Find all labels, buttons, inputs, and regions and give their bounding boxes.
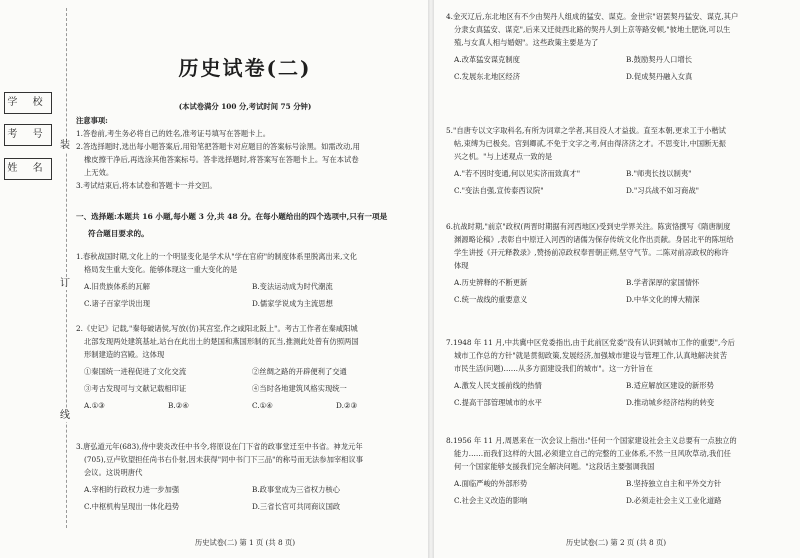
option-d[interactable]: D.儒家学说成为主流思想 — [252, 299, 333, 308]
option-c[interactable]: C.①④ — [252, 401, 273, 410]
question-text: 北部发现两处建筑基址,站台在此出土的楚国和燕国形制的瓦当,推测此处曾有仿照两国 — [84, 337, 359, 346]
option-c[interactable]: C.统一战线的重要意义 — [454, 295, 528, 304]
question-2 — [76, 322, 414, 412]
exam-info: (本试卷满分 100 分,考试时间 75 分钟) — [178, 102, 312, 111]
question-text: 市民生活(问题)……从多方面建设我们的城市"。这一方针旨在 — [454, 364, 653, 373]
option-d[interactable]: D.促成契丹融入女真 — [626, 72, 693, 81]
option-a[interactable]: A."若不因时变通,何以见实济而致真才" — [454, 169, 581, 178]
option-a[interactable]: A.历史辨释的不断更新 — [454, 278, 528, 287]
option-b[interactable]: B.鼓励契丹人口增长 — [626, 55, 693, 64]
note-line: 3.考试结束后,将本试卷和答题卡一并交回。 — [76, 181, 217, 190]
section-heading-line: 一、选择题:本题共 16 小题,每小题 3 分,共 48 分。在每小题给出的四个选项中,只有一项是 — [76, 212, 388, 221]
question-text: 8.1956 年 11 月,周恩来在一次会议上指出:"任何一个国家建设社会主义总要有一点独立的 — [446, 436, 737, 445]
page-footer: 历史试卷(二) 第 1 页 (共 8 页) — [194, 538, 296, 547]
option-c[interactable]: C.发展东北地区经济 — [454, 72, 521, 81]
name-field-label: 姓 名 — [4, 158, 52, 180]
page-1 — [76, 0, 414, 558]
option-c[interactable]: C."变法自强,宣传泰西议院" — [454, 186, 544, 195]
option-a[interactable]: A.旧贵族体系的瓦解 — [84, 282, 150, 291]
option-a[interactable]: A.改革猛安谋克制度 — [454, 55, 520, 64]
note-line: 2.答选择题时,选出每小题答案后,用铅笔把答题卡对应题目的答案标号涂黑。如需改动,用 — [76, 142, 360, 151]
page-fold — [428, 0, 434, 558]
note-line: 上无效。 — [84, 168, 114, 177]
examno-field-label: 考 号 — [4, 124, 52, 146]
page-title: 历史试卷(二) — [178, 56, 312, 80]
option-d[interactable]: D.必须走社会主义工业化道路 — [626, 496, 722, 505]
question-4 — [446, 10, 786, 83]
question-text: (705),豆卢钦望担任尚书右仆射,因未获得"同中书门下三品"的称号而无法参加宰相议事 — [84, 455, 364, 464]
question-text: 6.抗战时期,"前京"政权(两晋时期据有河西地区)受到史学界关注。陈寅恪撰写《隋唐制度 — [446, 222, 731, 231]
option-a[interactable]: A.面临严峻的外部形势 — [454, 479, 528, 488]
section-1-heading — [76, 210, 414, 240]
notes-block — [76, 114, 414, 192]
option-c[interactable]: C.社会主义改造的影响 — [454, 496, 528, 505]
binding-char-xian: 线 — [60, 410, 70, 421]
page-footer: 历史试卷(二) 第 2 页 (共 8 页) — [565, 538, 667, 547]
option-b[interactable]: B.变法运动成为时代潮流 — [252, 282, 333, 291]
question-text: 分隶女真猛安、谋克",后来又迁徙西北路的契丹人到上京等路安顿,"彼地土肥饶,可以生 — [454, 25, 731, 34]
statement-3: ③考古发现可与文献记载相印证 — [84, 384, 187, 393]
question-text: 5."自唐专以文字取科名,有所为词章之学者,其目没人才益拔。直至本朝,更求工于小楷试 — [446, 126, 726, 135]
question-1 — [76, 250, 414, 310]
question-text: 能力……而我们这样的大国,必须建立自己的完整的工业体系,不然一旦风吹草动,我们任 — [454, 449, 731, 458]
option-a[interactable]: A.①③ — [84, 401, 105, 410]
option-c[interactable]: C.提高干部管理城市的水平 — [454, 398, 542, 407]
note-line: 橡皮擦干净后,再选涂其他答案标号。答非选择题时,将答案写在答题卡上。写在本试卷 — [84, 155, 359, 164]
option-b[interactable]: B.适应解放区建设的新形势 — [626, 381, 714, 390]
question-7 — [446, 336, 786, 409]
binding-char-zhuang: 装 — [60, 140, 70, 151]
binding-margin — [0, 0, 72, 558]
option-c[interactable]: C.诸子百家学说出现 — [84, 299, 151, 308]
page-2 — [446, 0, 786, 558]
question-text: 殖,与女真人相与婚姻"。这些政策主要是为了 — [454, 38, 599, 47]
note-line: 1.答卷前,考生务必将自己的姓名,准考证号填写在答题卡上。 — [76, 129, 271, 138]
option-d[interactable]: D."习兵战不如习商战" — [626, 186, 699, 195]
question-text: 4.金灭辽后,东北地区有不少由契丹人组成的猛安、谋克。金世宗"诏罢契丹猛安、谋克,其户 — [446, 12, 739, 21]
question-text: 3.唐弘道元年(683),侍中裴炎改任中书令,将原设在门下省的政事堂迁至中书省。神龙元年 — [76, 442, 363, 451]
question-text: 形制建造的宫殿。这体现 — [84, 350, 165, 359]
question-text: 格局发生重大变化。能够体现这一重大变化的是 — [84, 265, 238, 274]
question-text: 渊源略论稿》,表彰自中原迁入河西的诸儒为保存传统文化作出贡献。身居北平的陈垣给 — [454, 235, 734, 244]
question-text: 会议。这说明唐代 — [84, 468, 143, 477]
option-b[interactable]: B.坚持独立自主和平外交方针 — [626, 479, 722, 488]
option-b[interactable]: B.②④ — [168, 401, 189, 410]
question-text: 学生讲授《开元释教录》,赞扬前凉政权奉晋朝正朔,坚守气节。二陈对前凉政权的称许 — [454, 248, 729, 257]
statement-2: ②丝绸之路的开辟便利了交通 — [252, 367, 347, 376]
question-text: 体现 — [454, 261, 469, 270]
notes-heading: 注意事项: — [76, 116, 108, 125]
binding-char-ding: 订 — [60, 278, 70, 289]
question-text: 何一个国家能够支援我们完全解决问题。"这段话主要强调我国 — [454, 462, 655, 471]
question-3 — [76, 440, 414, 513]
question-text: 7.1948 年 11 月,中共冀中区党委指出,由于此前区党委"没有认识到城市工作的重要",今后 — [446, 338, 735, 347]
question-5 — [446, 124, 786, 197]
question-8 — [446, 434, 786, 507]
question-text: 2.《史记》记载,"秦每破诸侯,写放(仿)其宫室,作之咸阳北阪上"。考古工作者在秦咸阳城 — [76, 324, 358, 333]
question-text: 帖,束缚为已极矣。官到卿贰,不免于文字之考,何由得济济之才。不思变计,中国断无振 — [454, 139, 726, 148]
option-a[interactable]: A.激发人民支援前线的热情 — [454, 381, 542, 390]
binding-line — [66, 8, 67, 528]
option-d[interactable]: D.中华文化的博大精深 — [626, 295, 700, 304]
question-6 — [446, 220, 786, 306]
option-b[interactable]: B.学者深厚的家国情怀 — [626, 278, 700, 287]
school-field-label: 学 校 — [4, 92, 52, 114]
section-heading-line: 符合题目要求的。 — [88, 229, 149, 238]
option-d[interactable]: D.推动城乡经济结构的转变 — [626, 398, 715, 407]
question-text: 城市工作总的方针"就是贯彻政策,发展经济,加强城市建设与管理工作,认真地解决贫苦 — [454, 351, 727, 360]
option-c[interactable]: C.中枢机构呈现出一体化趋势 — [84, 502, 180, 511]
option-d[interactable]: D.三省长官可共同商议国政 — [252, 502, 341, 511]
option-d[interactable]: D.②③ — [336, 401, 357, 410]
option-a[interactable]: A.宰相的行政权力进一步加强 — [84, 485, 180, 494]
question-text: 兴之机。"与上述观点一致的是 — [454, 152, 553, 161]
option-b[interactable]: B."师夷长技以制夷" — [626, 169, 692, 178]
statement-1: ①秦国统一进程促进了文化交流 — [84, 367, 187, 376]
option-b[interactable]: B.政事堂成为三省权力核心 — [252, 485, 340, 494]
statement-4: ④当时各地建筑风格实现统一 — [252, 384, 347, 393]
question-text: 1.春秋战国时期,文化上的一个明显变化是学术从"学在官府"的制度体系里脱离出来,文化 — [76, 252, 357, 261]
